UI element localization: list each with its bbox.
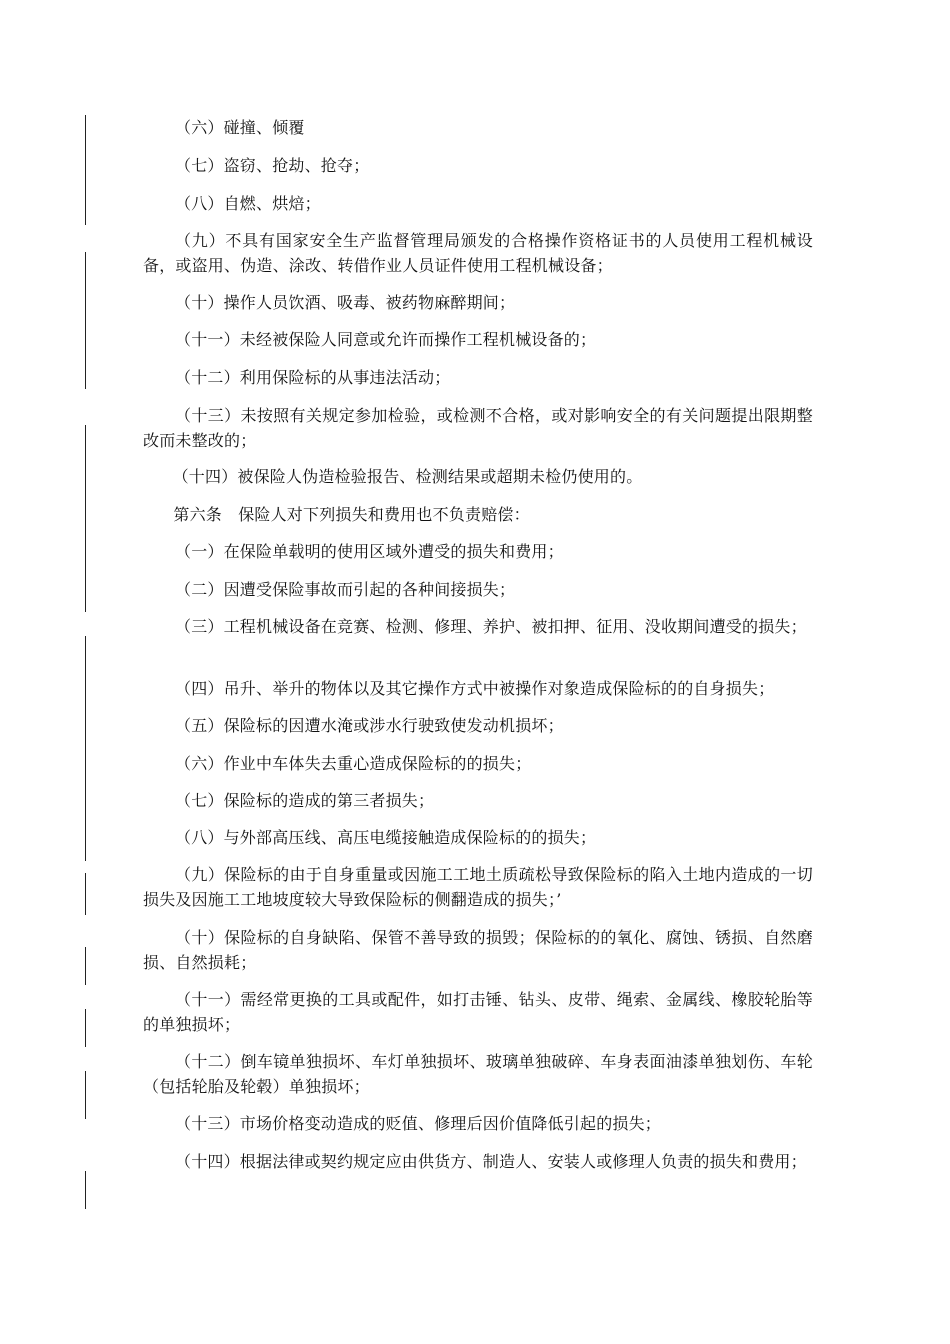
revision-bar <box>85 947 86 985</box>
article-heading: 第六条 保险人对下列损失和费用也不负责赔偿： <box>173 505 530 524</box>
clause-item: （九）保险标的由于自身重量或因施工工地土质疏松导致保险标的陷入土地内造成的一切损失及因施工工地坡度较大导致保险标的侧翻造成的损失；’ <box>143 865 813 909</box>
revision-bar <box>85 115 86 225</box>
clause-item: （十一）需经常更换的工具或配件，如打击锤、钻头、皮带、绳索、金属线、橡胶轮胎等的单独损坏； <box>143 990 813 1034</box>
clause-item: （一）在保险单载明的使用区域外遭受的损失和费用； <box>175 542 564 561</box>
clause-item: （十）操作人员饮酒、吸毒、被药物麻醉期间； <box>175 293 516 312</box>
clause-item: （十二）利用保险标的从事违法活动； <box>175 368 451 387</box>
clause-item: （八）自燃、烘焙； <box>175 194 321 213</box>
clause-item: （十一）未经被保险人同意或允许而操作工程机械设备的； <box>175 330 597 349</box>
clause-item: （十二）倒车镜单独损坏、车灯单独损坏、玻璃单独破碎、车身表面油漆单独划伤、车轮（包括轮胎及轮毂）单独损坏； <box>143 1052 813 1096</box>
clause-item: （四）吊升、举升的物体以及其它操作方式中被操作对象造成保险标的的自身损失； <box>175 679 775 698</box>
clause-item: （五）保险标的因遭水淹或涉水行驶致使发动机损坏； <box>175 716 564 735</box>
clause-item: （七）盗窃、抢劫、抢夺； <box>175 156 370 175</box>
clause-item: （十三）未按照有关规定参加检验，或检测不合格，或对影响安全的有关问题提出限期整改而未整改的； <box>143 406 813 450</box>
clause-item: （二）因遭受保险事故而引起的各种间接损失； <box>175 580 516 599</box>
clause-item: （十四）被保险人伪造检验报告、检测结果或超期未检仍使用的。 <box>172 467 643 486</box>
revision-bar <box>85 1071 86 1119</box>
clause-item: （十三）市场价格变动造成的贬值、修理后因价值降低引起的损失； <box>175 1114 662 1133</box>
revision-bar <box>85 252 86 389</box>
clause-item: （七）保险标的造成的第三者损失； <box>175 791 435 810</box>
revision-bar <box>85 636 86 861</box>
revision-bar <box>85 1009 86 1047</box>
revision-bar <box>85 425 86 612</box>
clause-item: （九）不具有国家安全生产监督管理局颁发的合格操作资格证书的人员使用工程机械设备，或盗用、伪造、涂改、转借作业人员证件使用工程机械设备； <box>143 231 813 275</box>
clause-item: （六）作业中车体失去重心造成保险标的的损失； <box>175 754 532 773</box>
clause-item: （十）保险标的自身缺陷、保管不善导致的损毁；保险标的的氧化、腐蚀、锈损、自然磨损、自然损耗； <box>143 928 813 972</box>
clause-item: （八）与外部高压线、高压电缆接触造成保险标的的损失； <box>175 828 597 847</box>
revision-bar <box>85 873 86 915</box>
revision-bar <box>85 1171 86 1209</box>
clause-item: （十四）根据法律或契约规定应由供货方、制造人、安装人或修理人负责的损失和费用； <box>175 1152 807 1171</box>
clause-item: （六）碰撞、倾覆 <box>175 118 305 137</box>
clause-item: （三）工程机械设备在竞赛、检测、修理、养护、被扣押、征用、没收期间遭受的损失； <box>175 617 807 636</box>
